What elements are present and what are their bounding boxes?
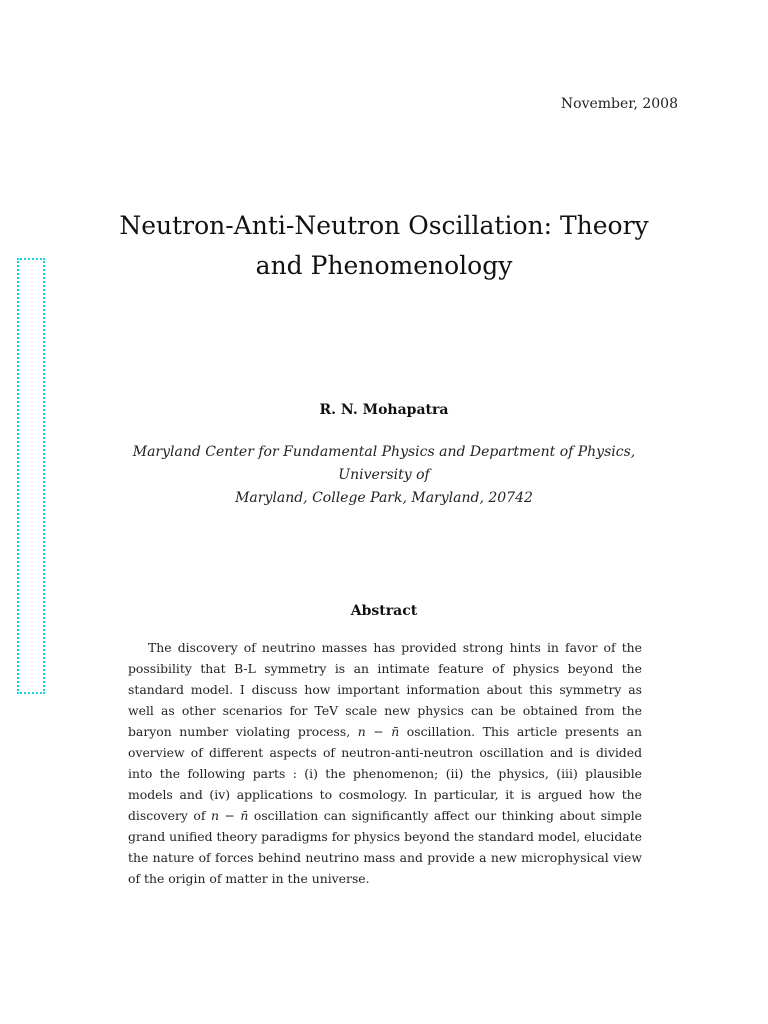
author-name: R. N. Mohapatra (319, 402, 449, 418)
title-line-1: Neutron-Anti-Neutron Oscillation: Theory (119, 211, 649, 240)
abstract-text (128, 637, 642, 889)
title-line-2: and Phenomenology (255, 251, 513, 280)
abstract-heading: Abstract (350, 603, 418, 619)
abstract-part-3: oscillation can significantly affect our thinking about simple grand unified theory paradigms for physics beyond the standard model, elucidate the nature of forces behind neutrino mass and provide a new microphysical view of the origin of matter in the universe. (128, 808, 642, 886)
abstract-formula-2: n − n̄ (210, 808, 249, 823)
affiliation-line-1: Maryland Center for Fundamental Physics and Department of Physics, University of (132, 444, 636, 483)
paper-date: November, 2008 (560, 96, 678, 112)
author-affiliation (100, 441, 668, 510)
affiliation-line-2: Maryland, College Park, Maryland, 20742 (235, 490, 533, 506)
abstract-part-1: The discovery of neutrino masses has provided strong hints in favor of the possibility that B-L symmetry is an intimate feature of physics beyond the standard model. I discuss how important information about this symmetry as well as other scenarios for TeV scale new physics can be obtained from the baryon number violating process, (128, 640, 642, 739)
paper-title (100, 206, 668, 286)
arxiv-margin-stamp (17, 258, 45, 694)
abstract-formula-1: n − n̄ (357, 724, 400, 739)
abstract-part-2: oscillation. This article presents an overview of different aspects of neutron-anti-neutron oscillation and is divided into the following parts : (i) the phenomenon; (ii) the physics, (iii) plausible models and (iv) applications to cosmology. In particular, it is argued how the discovery of (128, 724, 643, 823)
